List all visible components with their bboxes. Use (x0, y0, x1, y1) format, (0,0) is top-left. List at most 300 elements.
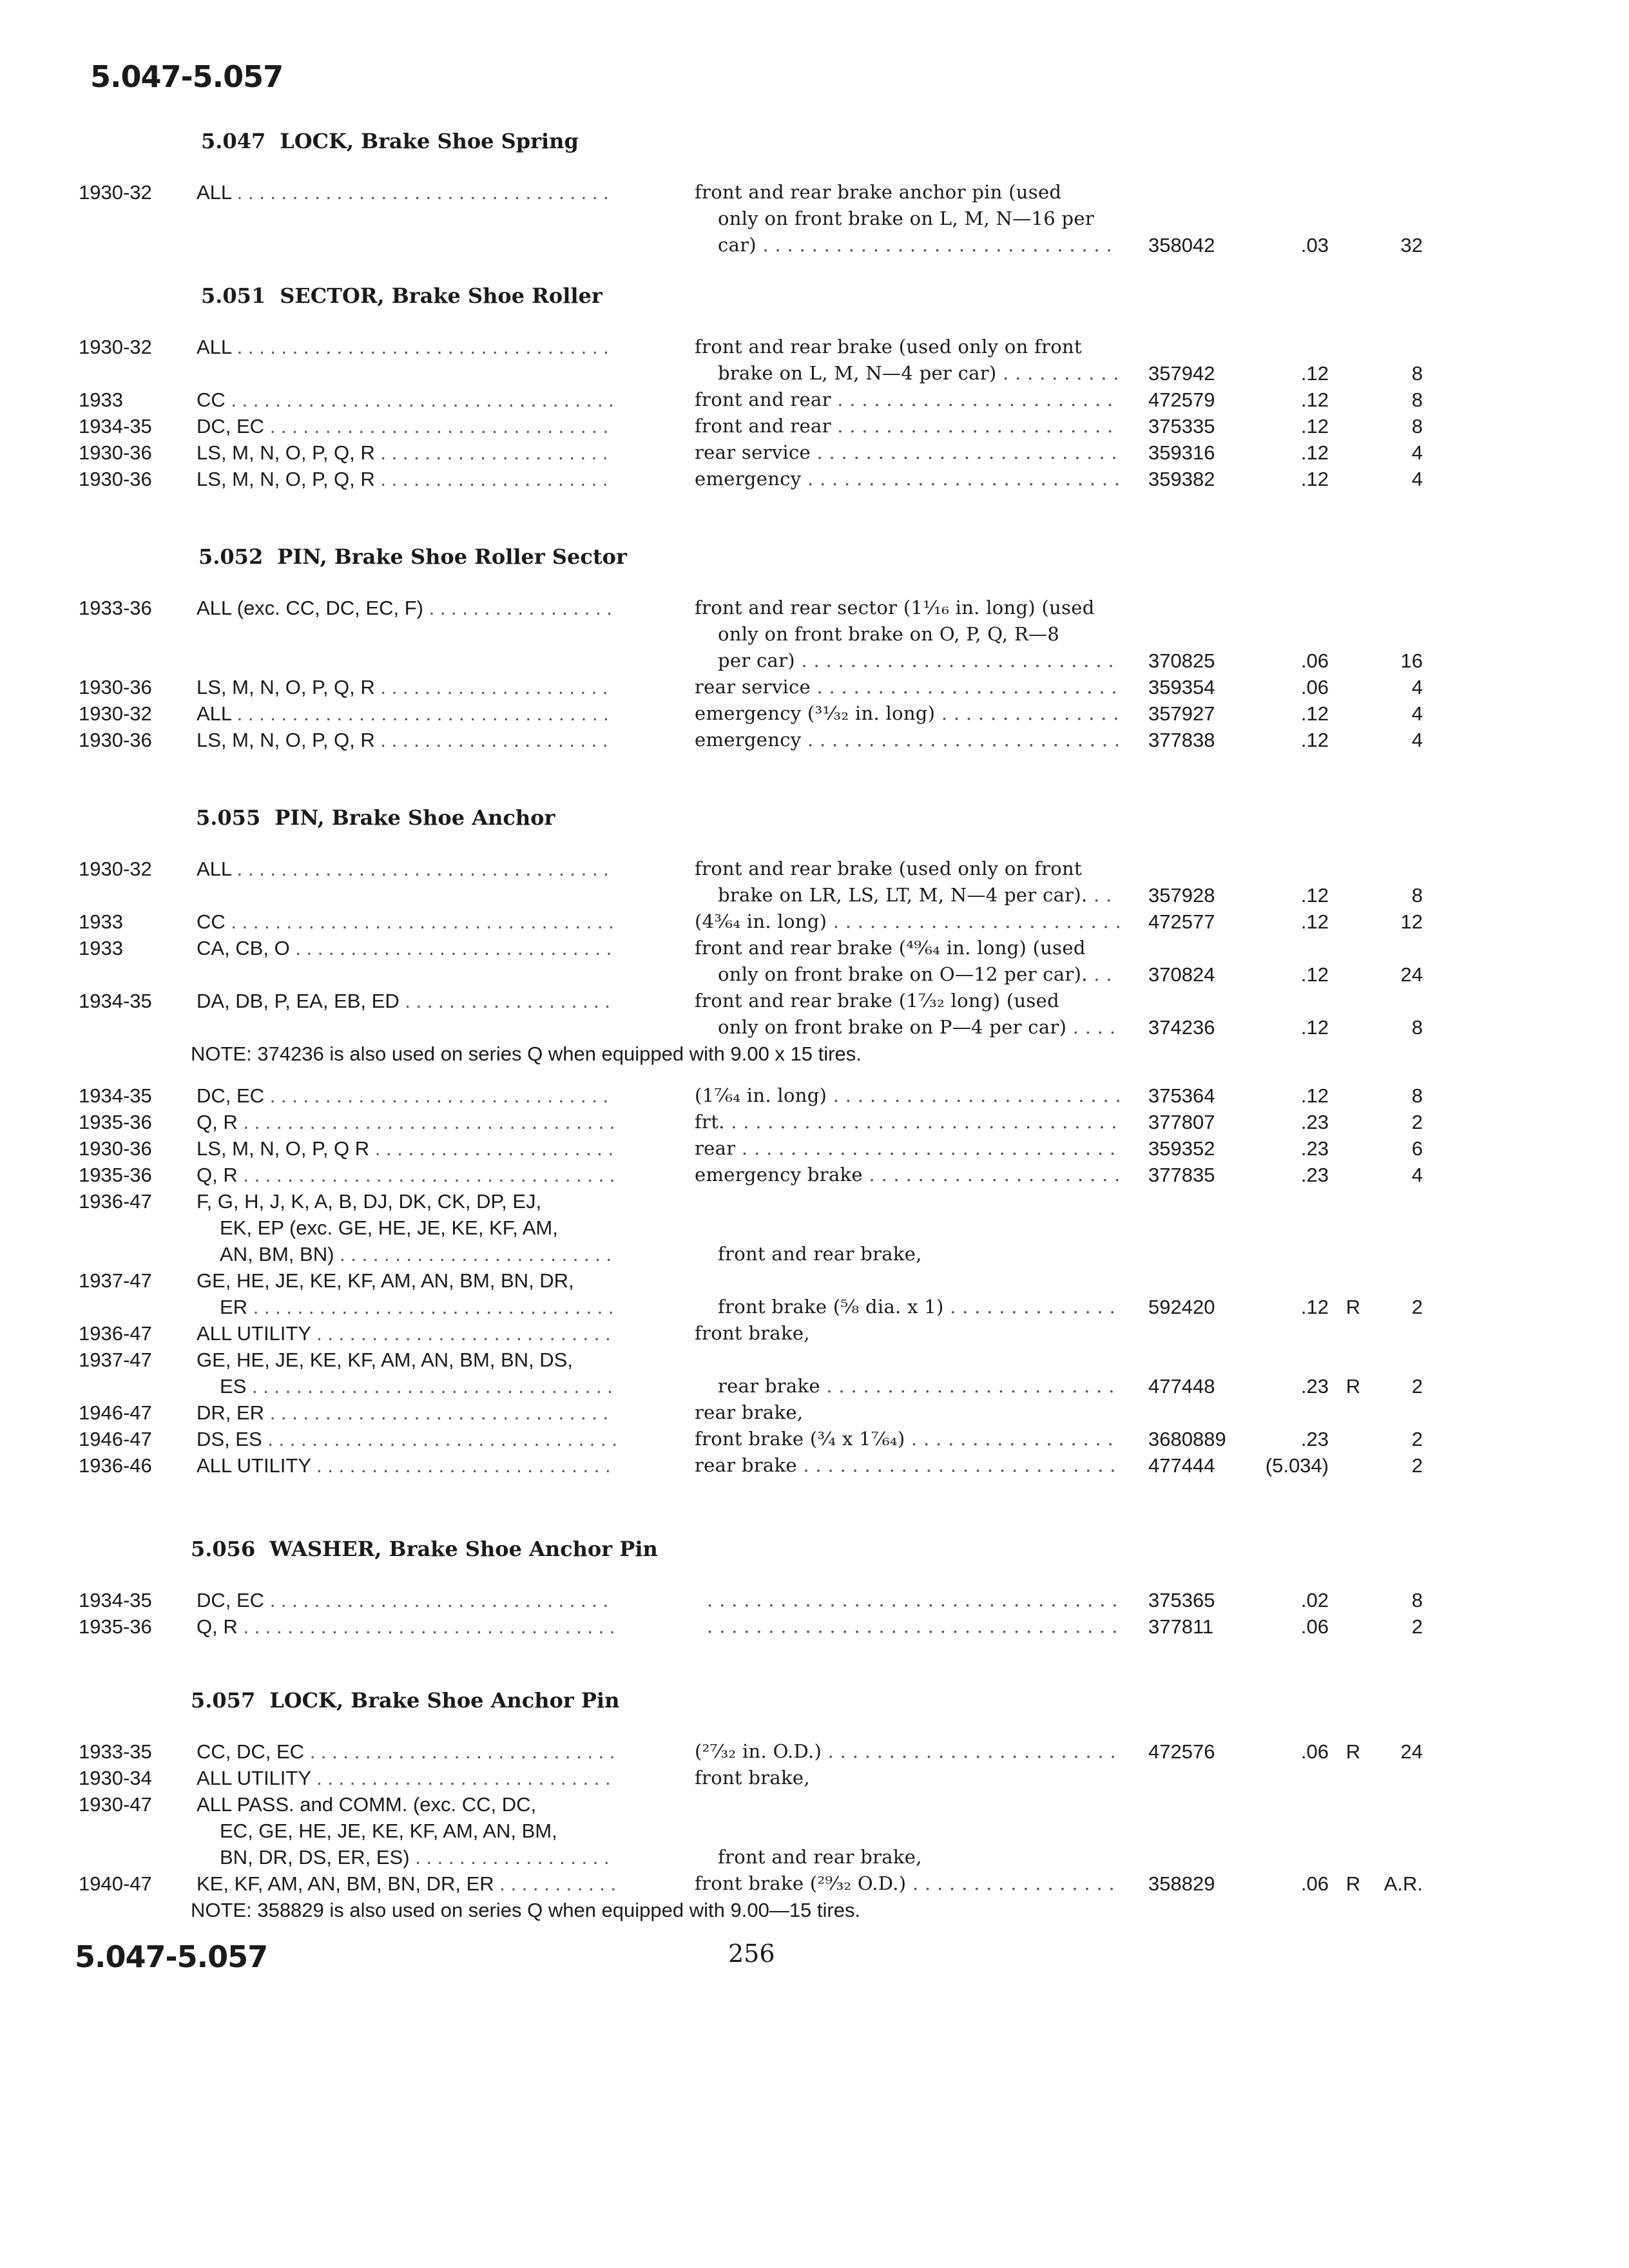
quantity: 6 (1411, 1137, 1423, 1160)
table-row (0, 1791, 1629, 1870)
description (695, 727, 1120, 753)
description-line: rear brake . . . (695, 1373, 1120, 1399)
price: .12 (1300, 441, 1329, 464)
model-list (197, 727, 615, 753)
model-list (197, 1426, 615, 1452)
flag: R (1345, 1740, 1361, 1763)
model-line: LS, M, N, O, P, Q R . . . (197, 1135, 615, 1162)
table-row (0, 1399, 1629, 1426)
quantity: 4 (1411, 468, 1423, 490)
description-line: front and rear brake, (718, 1243, 922, 1265)
model-line: F, G, H, J, K, A, B, DJ, DK, CK, DP, EJ, (197, 1190, 542, 1213)
price: .06 (1300, 1615, 1329, 1638)
model-line: DC, EC . . . (197, 1587, 615, 1613)
year-range: 1930-36 (79, 468, 152, 490)
description-line: front brake (³⁄₄ x 1⁷⁄₆₄) . . . (695, 1426, 1120, 1452)
model-list (197, 1267, 615, 1320)
section-name: PIN, Brake Shoe Roller Sector (277, 544, 627, 569)
description-line: front and rear brake (1⁷⁄₃₂ long) (used (695, 990, 1059, 1012)
description-line: front brake, (695, 1767, 810, 1789)
description-line: car) . . . (695, 232, 1120, 258)
description-line (695, 1613, 1120, 1640)
year-range: 1946-47 (79, 1401, 152, 1424)
model-line: ALL . . . (197, 700, 615, 727)
price: .12 (1300, 1296, 1329, 1318)
description-line (695, 1215, 1120, 1241)
description-line: (²⁷⁄₃₂ in. O.D.) . . . (695, 1738, 1120, 1765)
quantity: 8 (1411, 1589, 1423, 1611)
year-range: 1940-47 (79, 1872, 152, 1895)
part-number: 472579 (1148, 389, 1215, 411)
quantity: 4 (1411, 702, 1423, 725)
part-number: 477448 (1148, 1375, 1215, 1398)
table-row (0, 1738, 1629, 1765)
part-number: 477444 (1148, 1454, 1215, 1477)
model-line: DC, EC . . . (197, 1082, 615, 1109)
description (695, 413, 1120, 439)
part-number: 375364 (1148, 1084, 1215, 1107)
part-number: 357927 (1148, 702, 1215, 725)
model-line: EK, EP (exc. GE, HE, JE, KE, KF, AM, (220, 1216, 558, 1239)
table-row (0, 1162, 1629, 1188)
section-heading (198, 544, 627, 569)
year-range: 1935-36 (79, 1164, 152, 1186)
year-range: 1934-35 (79, 1589, 152, 1611)
model-line: ALL (exc. CC, DC, EC, F) . . . (197, 595, 615, 621)
model-line: LS, M, N, O, P, Q, R . . . (197, 466, 615, 492)
description-line: only on front brake on O—12 per car). . . . (695, 961, 1120, 988)
description-line: front brake (⁵⁄₈ dia. x 1) . . . (695, 1294, 1120, 1320)
quantity: 12 (1400, 910, 1423, 933)
price: .12 (1300, 389, 1329, 411)
description-line: only on front brake on O, P, Q, R—8 (718, 623, 1060, 645)
table-row (0, 1082, 1629, 1109)
table-row (0, 413, 1629, 439)
model-line: LS, M, N, O, P, Q, R . . . (197, 727, 615, 753)
price: .12 (1300, 1016, 1329, 1039)
description (695, 387, 1120, 413)
part-number: 359354 (1148, 676, 1215, 698)
model-list (197, 1135, 615, 1162)
model-list (197, 674, 615, 700)
description-line: brake on LR, LS, LT, M, N—4 per car). . . . (695, 882, 1120, 908)
part-number: 357942 (1148, 362, 1215, 385)
model-line: ALL . . . (197, 179, 615, 206)
description (695, 1135, 1120, 1162)
model-line: ALL . . . (197, 334, 615, 360)
year-range: 1946-47 (79, 1428, 152, 1450)
description-line (695, 1791, 1120, 1818)
model-list (197, 387, 615, 413)
table-row (0, 674, 1629, 700)
year-range: 1930-34 (79, 1767, 152, 1789)
description (695, 1082, 1120, 1109)
model-line: DA, DB, P, EA, EB, ED . . . (197, 988, 615, 1014)
page-number: 256 (728, 1939, 775, 1968)
year-range: 1930-32 (79, 702, 152, 725)
part-number: 359352 (1148, 1137, 1215, 1160)
section-name: LOCK, Brake Shoe Spring (280, 129, 579, 153)
year-range: 1934-35 (79, 990, 152, 1012)
model-list (197, 334, 615, 360)
table-row (0, 727, 1629, 753)
model-line: DS, ES . . . (197, 1426, 615, 1452)
part-number: 370824 (1148, 963, 1215, 986)
model-line: DC, EC . . . (197, 413, 615, 439)
description-line: brake on L, M, N—4 per car) . . . (695, 360, 1120, 387)
model-list (197, 439, 615, 466)
table-row (0, 439, 1629, 466)
model-line: Q, R . . . (197, 1162, 615, 1188)
description (695, 988, 1120, 1041)
quantity: 8 (1411, 389, 1423, 411)
table-row (0, 1452, 1629, 1479)
part-number: 357928 (1148, 884, 1215, 907)
footer-page-range: 5.047-5.057 (75, 1939, 268, 1974)
section-heading (201, 129, 579, 153)
model-line: ALL UTILITY . . . (197, 1452, 615, 1479)
description (695, 1347, 1120, 1399)
description (695, 1267, 1120, 1320)
description (695, 439, 1120, 466)
year-range: 1933-36 (79, 597, 152, 619)
table-row (0, 334, 1629, 387)
model-list (197, 1162, 615, 1188)
price: .02 (1300, 1589, 1329, 1611)
model-list (197, 856, 615, 882)
model-line: AN, BM, BN) . . . (197, 1241, 615, 1267)
flag: R (1345, 1296, 1361, 1318)
part-number: 358042 (1148, 234, 1215, 256)
description-line: emergency . . . (695, 466, 1120, 492)
table-row (0, 1426, 1629, 1452)
model-list (197, 988, 615, 1014)
part-number: 359382 (1148, 468, 1215, 490)
part-number: 472577 (1148, 910, 1215, 933)
description-line: per car) . . . (695, 648, 1120, 674)
year-range: 1937-47 (79, 1269, 152, 1292)
price: .23 (1300, 1428, 1329, 1450)
description-line: only on front brake on P—4 per car) . . . (695, 1014, 1120, 1041)
price: .12 (1300, 362, 1329, 385)
model-line: Q, R . . . (197, 1613, 615, 1640)
model-list (197, 1452, 615, 1479)
description-line: emergency brake . . . (695, 1162, 1120, 1188)
quantity: 8 (1411, 415, 1423, 437)
quantity: A.R. (1383, 1872, 1423, 1895)
model-line: BN, DR, DS, ER, ES) . . . (197, 1844, 615, 1870)
table-row (0, 856, 1629, 908)
quantity: 4 (1411, 729, 1423, 751)
description-line (695, 1347, 1120, 1373)
model-line: ALL UTILITY . . . (197, 1320, 615, 1347)
price: .03 (1300, 234, 1329, 256)
year-range: 1930-47 (79, 1793, 152, 1816)
description-line: rear brake . . . (695, 1452, 1120, 1479)
description (695, 1613, 1120, 1640)
year-range: 1933 (79, 937, 123, 959)
model-list (197, 935, 615, 961)
model-line: ALL UTILITY . . . (197, 1765, 615, 1791)
table-row (0, 1347, 1629, 1399)
quantity: 4 (1411, 676, 1423, 698)
header-page-range: 5.047-5.057 (90, 59, 284, 94)
model-list (197, 466, 615, 492)
model-list (197, 179, 615, 206)
year-range: 1935-36 (79, 1615, 152, 1638)
year-range: 1933 (79, 389, 123, 411)
price: .12 (1300, 468, 1329, 490)
model-list (197, 595, 615, 621)
section-number: 5.056 (191, 1537, 256, 1561)
description-line: front and rear brake (used only on front (695, 336, 1082, 358)
section-heading (196, 805, 555, 830)
table-row (0, 700, 1629, 727)
year-range: 1934-35 (79, 415, 152, 437)
description (695, 1765, 1120, 1791)
year-range: 1930-36 (79, 729, 152, 751)
model-list (197, 413, 615, 439)
section-number: 5.047 (201, 129, 266, 153)
description (695, 1399, 1120, 1426)
model-list (197, 1791, 615, 1870)
description (695, 1320, 1120, 1347)
section-number: 5.052 (198, 544, 264, 569)
price: .23 (1300, 1375, 1329, 1398)
year-range: 1930-36 (79, 1137, 152, 1160)
model-line: GE, HE, JE, KE, KF, AM, AN, BM, BN, DS, (197, 1349, 573, 1371)
section-number: 5.057 (191, 1688, 256, 1713)
description (695, 674, 1120, 700)
table-row (0, 1320, 1629, 1347)
price: .12 (1300, 884, 1329, 907)
section-number: 5.051 (201, 284, 266, 308)
section-name: LOCK, Brake Shoe Anchor Pin (269, 1688, 620, 1713)
quantity: 8 (1411, 1016, 1423, 1039)
section-name: SECTOR, Brake Shoe Roller (280, 284, 602, 308)
quantity: 16 (1400, 649, 1423, 672)
year-range: 1936-47 (79, 1190, 152, 1213)
table-row (0, 595, 1629, 674)
table-row (0, 1188, 1629, 1267)
quantity: 2 (1411, 1375, 1423, 1398)
model-list (197, 1587, 615, 1613)
part-number: 359316 (1148, 441, 1215, 464)
part-number: 3680889 (1148, 1428, 1226, 1450)
model-line: EC, GE, HE, JE, KE, KF, AM, AN, BM, (220, 1820, 557, 1842)
quantity: 32 (1400, 234, 1423, 256)
quantity: 2 (1411, 1454, 1423, 1477)
quantity: 2 (1411, 1428, 1423, 1450)
model-list (197, 1109, 615, 1135)
price: .12 (1300, 1084, 1329, 1107)
part-number: 377835 (1148, 1164, 1215, 1186)
description (695, 700, 1120, 727)
model-line: ALL PASS. and COMM. (exc. CC, DC, (197, 1793, 537, 1816)
part-number: 377811 (1148, 1615, 1214, 1638)
price: .12 (1300, 963, 1329, 986)
model-list (197, 1870, 615, 1897)
description (695, 1587, 1120, 1613)
year-range: 1937-47 (79, 1349, 152, 1371)
description (695, 1452, 1120, 1479)
description-line: front and rear brake (used only on front (695, 858, 1082, 879)
part-number: 375365 (1148, 1589, 1215, 1611)
description-line: front and rear brake anchor pin (used (695, 181, 1062, 203)
description (695, 1870, 1120, 1897)
model-list (197, 908, 615, 935)
section-name: PIN, Brake Shoe Anchor (275, 805, 555, 830)
quantity: 8 (1411, 1084, 1423, 1107)
description (695, 1426, 1120, 1452)
quantity: 4 (1411, 441, 1423, 464)
model-list (197, 1320, 615, 1347)
price: .06 (1300, 676, 1329, 698)
model-list (197, 1188, 615, 1267)
quantity: 2 (1411, 1615, 1423, 1638)
description (695, 179, 1120, 258)
year-range: 1936-46 (79, 1454, 152, 1477)
description (695, 595, 1120, 674)
description-line: front and rear . . . (695, 387, 1120, 413)
price: .23 (1300, 1137, 1329, 1160)
model-list (197, 700, 615, 727)
description-line: rear . . . (695, 1135, 1120, 1162)
model-list (197, 1399, 615, 1426)
part-number: 374236 (1148, 1016, 1215, 1039)
year-range: 1930-32 (79, 181, 152, 204)
section-number: 5.055 (196, 805, 261, 830)
model-line: ALL . . . (197, 856, 615, 882)
part-number: 472576 (1148, 1740, 1215, 1763)
note-text: NOTE: 374236 is also used on series Q when equipped with 9.00 x 15 tires. (191, 1043, 862, 1065)
description-line: front and rear brake, (718, 1846, 922, 1868)
description-line: (4³⁄₆₄ in. long) . . . (695, 908, 1120, 935)
price: .06 (1300, 1740, 1329, 1763)
description-line: rear service . . . (695, 674, 1120, 700)
description-line: (1⁷⁄₆₄ in. long) . . . (695, 1082, 1120, 1109)
quantity: 2 (1411, 1111, 1423, 1133)
table-row (0, 1870, 1629, 1897)
model-list (197, 1613, 615, 1640)
description-line (695, 1188, 1120, 1215)
part-number: 377838 (1148, 729, 1215, 751)
model-list (197, 1082, 615, 1109)
price: .12 (1300, 702, 1329, 725)
model-line: LS, M, N, O, P, Q, R . . . (197, 439, 615, 466)
model-list (197, 1738, 615, 1765)
price: .12 (1300, 729, 1329, 751)
model-line: CC, DC, EC . . . (197, 1738, 615, 1765)
description (695, 908, 1120, 935)
table-row (0, 179, 1629, 258)
description-line: front and rear . . . (695, 413, 1120, 439)
description (695, 1162, 1120, 1188)
quantity: 4 (1411, 1164, 1423, 1186)
model-line: DR, ER . . . (197, 1399, 615, 1426)
description-line: rear service . . . (695, 439, 1120, 466)
model-list (197, 1765, 615, 1791)
model-line: Q, R . . . (197, 1109, 615, 1135)
year-range: 1934-35 (79, 1084, 152, 1107)
description-line (695, 1267, 1120, 1294)
flag: R (1345, 1872, 1361, 1895)
section-name: WASHER, Brake Shoe Anchor Pin (269, 1537, 658, 1561)
description-line: frt. . . . (695, 1109, 1120, 1135)
part-number: 377807 (1148, 1111, 1215, 1133)
description (695, 856, 1120, 908)
model-line: CC . . . (197, 908, 615, 935)
quantity: 8 (1411, 362, 1423, 385)
year-range: 1930-32 (79, 336, 152, 358)
part-number: 358829 (1148, 1872, 1215, 1895)
table-row (0, 988, 1629, 1041)
price: .06 (1300, 1872, 1329, 1895)
quantity: 2 (1411, 1296, 1423, 1318)
table-row (0, 1135, 1629, 1162)
table-row (0, 1613, 1629, 1640)
price: .23 (1300, 1164, 1329, 1186)
part-number: 370825 (1148, 649, 1215, 672)
description (695, 935, 1120, 988)
table-row (0, 1267, 1629, 1320)
description-line (695, 1818, 1120, 1844)
description-line: emergency . . . (695, 727, 1120, 753)
quantity: 8 (1411, 884, 1423, 907)
table-row (0, 466, 1629, 492)
model-line: LS, M, N, O, P, Q, R . . . (197, 674, 615, 700)
year-range: 1930-36 (79, 676, 152, 698)
year-range: 1933-35 (79, 1740, 152, 1763)
model-line: CA, CB, O . . . (197, 935, 615, 961)
description-line: front and rear sector (1¹⁄₁₆ in. long) (used (695, 597, 1095, 619)
price: (5.034) (1265, 1454, 1329, 1477)
model-line: CC . . . (197, 387, 615, 413)
quantity: 24 (1400, 963, 1423, 986)
description-line: front brake (²⁹⁄₃₂ O.D.) . . . (695, 1870, 1120, 1897)
quantity: 24 (1400, 1740, 1423, 1763)
description (695, 466, 1120, 492)
model-list (197, 1347, 615, 1399)
year-range: 1936-47 (79, 1322, 152, 1345)
price: .12 (1300, 910, 1329, 933)
section-heading (191, 1537, 658, 1561)
table-row (0, 1587, 1629, 1613)
model-line: GE, HE, JE, KE, KF, AM, AN, BM, BN, DR, (197, 1269, 574, 1292)
price: .23 (1300, 1111, 1329, 1133)
model-line: ER . . . (197, 1294, 615, 1320)
table-row (0, 1765, 1629, 1791)
description-line (695, 1587, 1120, 1613)
section-heading (191, 1688, 619, 1713)
description (695, 334, 1120, 387)
description-line: emergency (³¹⁄₃₂ in. long) . . . (695, 700, 1120, 727)
flag: R (1345, 1375, 1361, 1398)
table-row (0, 935, 1629, 988)
model-line: KE, KF, AM, AN, BM, BN, DR, ER . . . (197, 1870, 615, 1897)
description-line: front and rear brake (⁴⁹⁄₆₄ in. long) (used (695, 937, 1086, 959)
table-row (0, 387, 1629, 413)
year-range: 1933 (79, 910, 123, 933)
part-number: 592420 (1148, 1296, 1215, 1318)
price: .12 (1300, 415, 1329, 437)
description (695, 1188, 1120, 1267)
year-range: 1935-36 (79, 1111, 152, 1133)
model-line: ES . . . (197, 1373, 615, 1399)
description (695, 1791, 1120, 1870)
section-heading (201, 284, 602, 308)
year-range: 1930-32 (79, 858, 152, 880)
